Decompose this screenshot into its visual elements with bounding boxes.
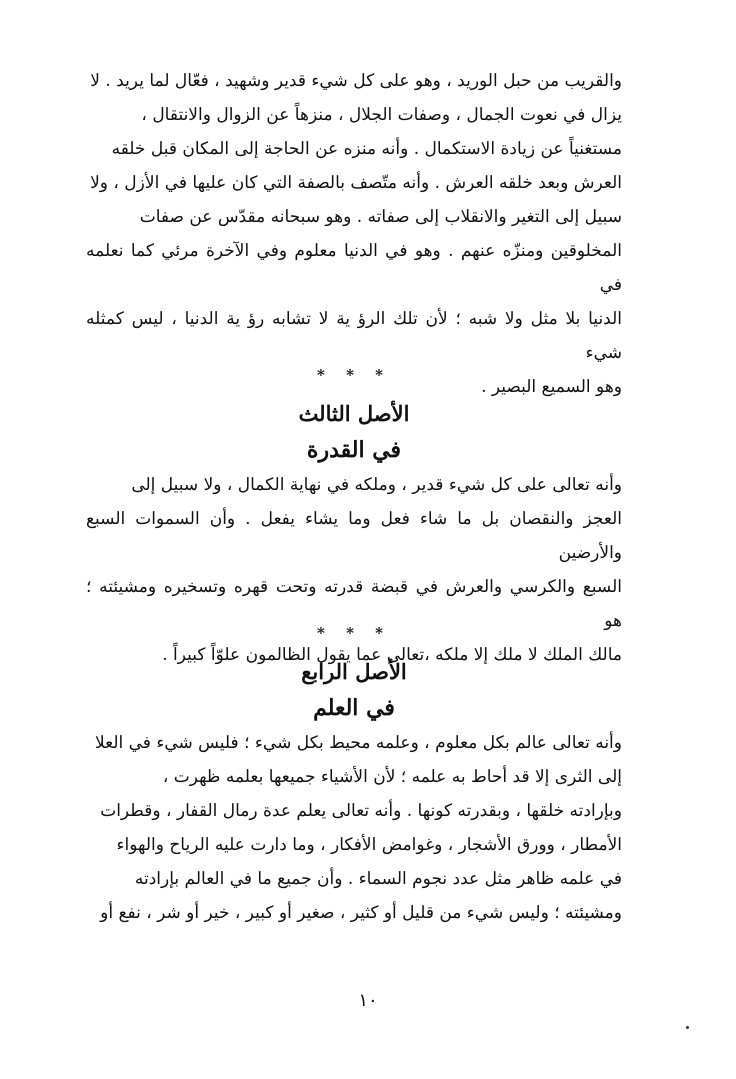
text-line: يزال في نعوت الجمال ، وصفات الجلال ، منزهاً عن الزوال والانتقال ، (141, 105, 622, 125)
section-3-title: الأصل الثالث (298, 401, 410, 426)
text-line: وأنه تعالى على كل شيء قدير ، وملكه في نهاية الكمال ، ولا سبيل إلى (131, 475, 622, 495)
paragraph-intro (86, 64, 622, 397)
text-line: العجز والنقصان بل ما شاء فعل وما يشاء يفعل . وأن السموات السبع والأرضين (86, 509, 622, 563)
text-line: والقريب من حبل الوريد ، وهو على كل شيء قدير وشهيد ، فعّال لما يريد . لا (90, 71, 622, 91)
text-line: السبع والكرسي والعرش في قبضة قدرته وتحت قهره وتسخيره ومشيئته ؛ هو (86, 577, 622, 631)
text-line: وبإرادته خلقها ، وبقدرته كونها . وأنه تعالى يعلم عدة رمال القفار ، وقطرات (100, 801, 622, 821)
text-line: الدنيا بلا مثل ولا شبه ؛ لأن تلك الرؤ ية لا تشابه رؤ ية الدنيا ، ليس كمثله شيء (86, 309, 622, 363)
scan-speck (686, 1026, 689, 1029)
section-separator: * * * (317, 366, 391, 384)
text-line: العرش وبعد خلقه العرش . وأنه متّصف بالصفة التي كان عليها في الأزل ، ولا (90, 173, 622, 193)
section-separator: * * * (317, 624, 391, 642)
section-4-subtitle: في العلم (313, 695, 395, 721)
text-line: سبيل إلى التغير والانقلاب إلى صفاته . وهو سبحانه مقدّس عن صفات (139, 207, 622, 227)
text-line: وهو السميع البصير . (481, 377, 622, 397)
text-line: المخلوقين ومنزّه عنهم . وهو في الدنيا معلوم وفي الآخرة مرئي كما نعلمه في (86, 241, 622, 295)
section-3-subtitle: في القدرة (306, 437, 402, 463)
text-line: في علمه ظاهر مثل عدد نجوم السماء . وأن جميع ما في العالم بإرادته (134, 869, 622, 889)
page-number: ١٠ (358, 990, 378, 1011)
paragraph-section-3 (86, 468, 622, 665)
text-line: وأنه تعالى عالم بكل معلوم ، وعلمه محيط بكل شيء ؛ فليس شيء في العلا (94, 733, 622, 753)
text-line: مالك الملك لا ملك إلا ملكه ،تعالى عما يقول الظالمون علوّاً كبيراً . (162, 645, 622, 665)
paragraph-section-4 (86, 726, 622, 930)
section-4-title: الأصل الرابع (301, 659, 407, 684)
text-line: الأمطار ، وورق الأشجار ، وغوامض الأفكار ، وما دارت عليه الرياح والهواء (116, 835, 622, 855)
document-page (86, 64, 622, 930)
text-line: مستغنياً عن زيادة الاستكمال . وأنه منزه عن الحاجة إلى المكان قبل خلقه (111, 139, 622, 159)
text-line: ومشيئته ؛ وليس شيء من قليل أو كثير ، صغير أو كبير ، خير أو شر ، نفع أو (100, 903, 622, 923)
text-line: إلى الثرى إلا قد أحاط به علمه ؛ لأن الأشياء جميعها بعلمه ظهرت ، (162, 767, 622, 787)
